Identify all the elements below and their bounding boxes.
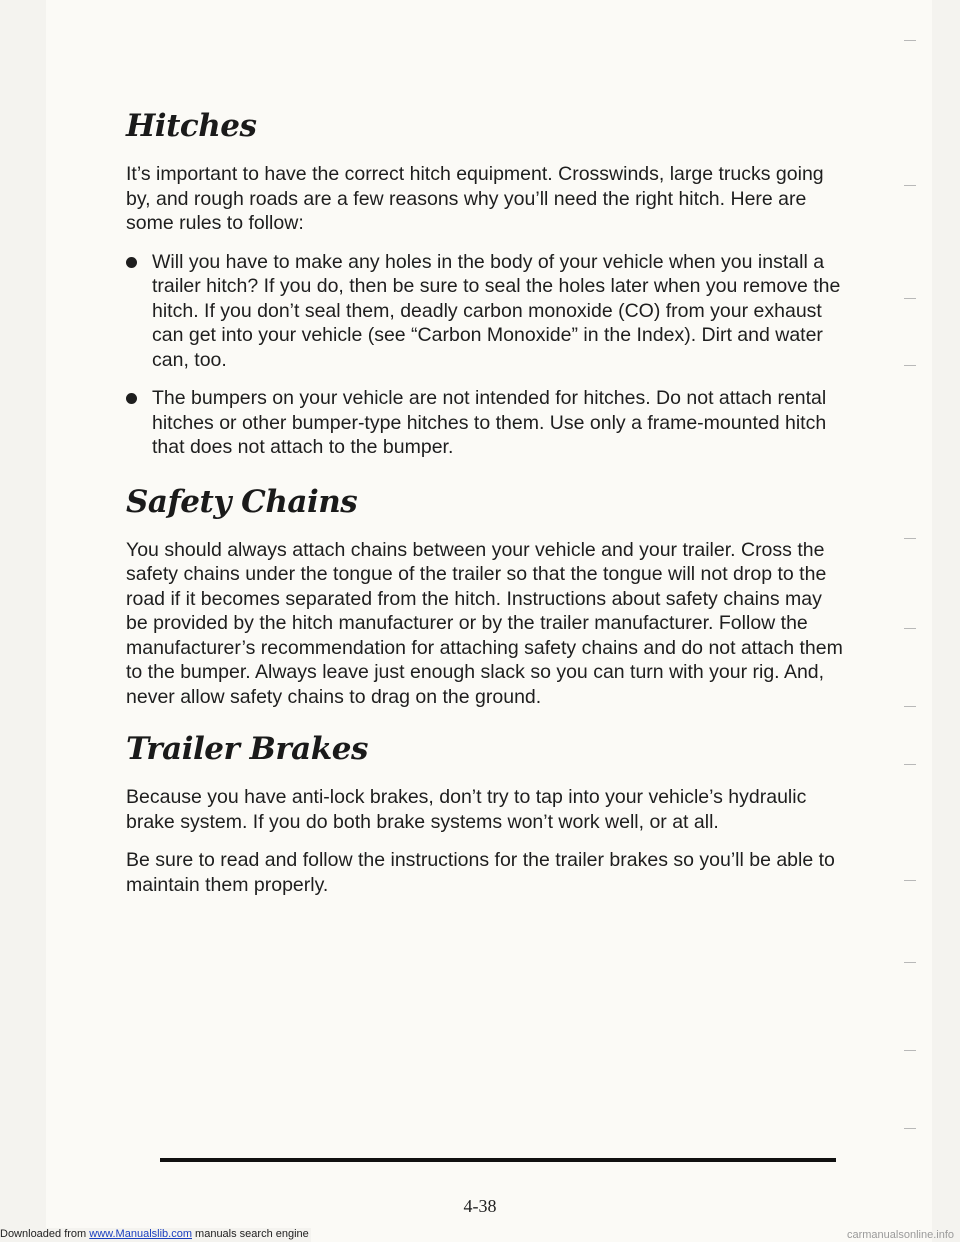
download-watermark	[0, 1228, 311, 1242]
hitches-rules-list	[126, 250, 846, 460]
safety-chains-paragraph: You should always attach chains between your vehicle and your trailer. Cross the safety chains under the tongue of the trailer so that the tongue will not drop to the road if it becomes separated from the hitch. Instructions about safety chains may be provided by the hitch manufacturer or by the trailer manufacturer. Follow the manufacturer’s recommendation for attaching safety chains and do not attach them to the bumper. Always leave just enough slack so you can turn with your rig. And, never allow safety chains to drag on the ground.	[126, 538, 843, 708]
footer-rule	[160, 1158, 836, 1162]
edge-mark	[904, 706, 916, 707]
edge-mark	[904, 962, 916, 963]
list-item	[126, 386, 846, 460]
edge-mark	[904, 764, 916, 765]
list-item-text: Will you have to make any holes in the body of your vehicle when you install a trailer hitch? If you do, then be sure to seal the holes later when you remove the hitch. If you don’t seal them, deadly carbon monoxide (CO) from your exhaust can get into your vehicle (see “Carbon Monoxide” in the Index). Dirt and water can, too.	[152, 250, 841, 371]
page-content	[126, 108, 846, 911]
section-heading-safety-chains: Safety Chains	[126, 483, 358, 520]
edge-mark	[904, 1128, 916, 1129]
bullet-icon	[126, 393, 137, 404]
trailer-brakes-paragraph-2: Be sure to read and follow the instructions for the trailer brakes so you’ll be able to maintain them properly.	[126, 849, 835, 896]
trailer-brakes-paragraph-1: Because you have anti-lock brakes, don’t try to tap into your vehicle’s hydraulic brake system. If you do both brake systems won’t work well, or at all.	[126, 786, 807, 833]
site-watermark: carmanualsonline.info	[846, 1229, 954, 1241]
section-heading-hitches: Hitches	[126, 108, 257, 144]
watermark-prefix: Downloaded from	[0, 1228, 90, 1240]
edge-mark	[904, 40, 916, 41]
edge-mark	[904, 880, 916, 881]
hitches-intro: It’s important to have the correct hitch equipment. Crosswinds, large trucks going by, and rough roads are a few reasons why you’ll need the right hitch. Here are some rules to follow:	[126, 163, 824, 234]
edge-mark	[904, 185, 916, 186]
bullet-icon	[126, 257, 137, 268]
list-item-text: The bumpers on your vehicle are not intended for hitches. Do not attach rental hitches or other bumper-type hitches to them. Use only a frame-mounted hitch that does not attach to the bumper.	[152, 387, 827, 458]
list-item	[126, 250, 846, 373]
edge-mark	[904, 538, 916, 539]
edge-mark	[904, 298, 916, 299]
page-number: 4-38	[463, 1196, 497, 1216]
edge-mark	[904, 1050, 916, 1051]
edge-mark	[904, 365, 916, 366]
edge-mark	[904, 628, 916, 629]
watermark-suffix: manuals search engine	[191, 1228, 309, 1240]
manualslib-link[interactable]: www.Manualslib.com	[89, 1228, 192, 1240]
section-heading-trailer-brakes: Trailer Brakes	[126, 731, 368, 767]
